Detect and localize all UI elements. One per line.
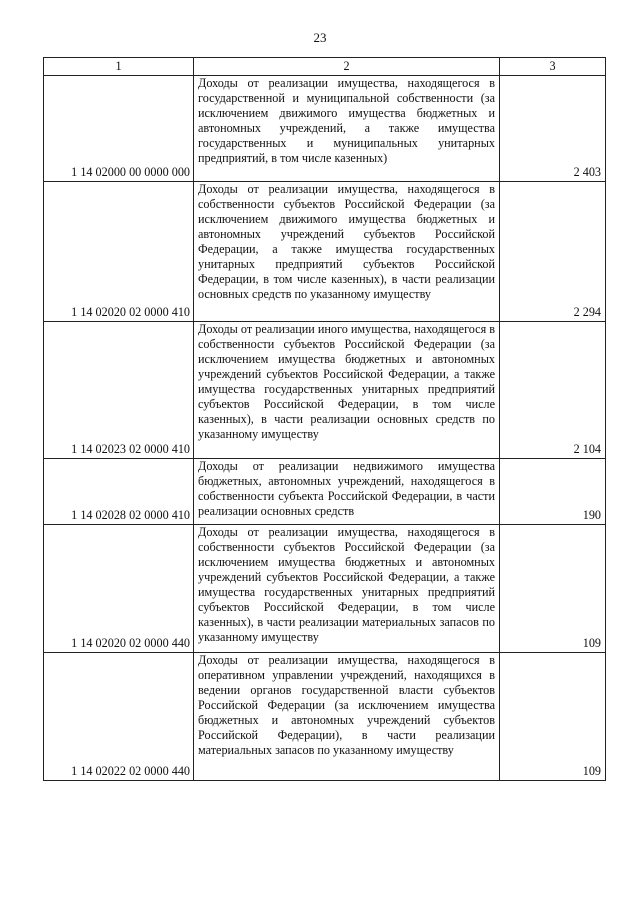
- amount: 109: [500, 525, 606, 653]
- budget-code: 1 14 02023 02 0000 410: [44, 322, 194, 459]
- table-row: [44, 322, 606, 459]
- table-row: [44, 182, 606, 322]
- amount: 2 403: [500, 76, 606, 182]
- amount: 2 294: [500, 182, 606, 322]
- budget-code: 1 14 02000 00 0000 000: [44, 76, 194, 182]
- revenue-description: Доходы от реализации имущества, находящегося в собственности субъектов Российской Федерации (за исключением имущества бюджетных и автономных учреждений субъектов Российской Федерации, а также имущества государственных унитарных предприятий субъектов Российской Федерации, в том числе казенных), в части реализации материальных запасов по указанному имуществу: [194, 525, 500, 653]
- amount: 109: [500, 653, 606, 781]
- column-header-amount: 3: [500, 58, 606, 76]
- budget-code: 1 14 02020 02 0000 410: [44, 182, 194, 322]
- table-row: [44, 459, 606, 525]
- revenue-description: Доходы от реализации недвижимого имущества бюджетных, автономных учреждений, находящегося в собственности субъекта Российской Федерации, в части реализации основных средств: [194, 459, 500, 525]
- budget-code: 1 14 02028 02 0000 410: [44, 459, 194, 525]
- revenue-description: Доходы от реализации иного имущества, находящегося в собственности субъектов Российской Федерации (за исключением имущества бюджетных и автономных учреждений субъектов Российской Федерации, а также имущества государственных унитарных предприятий субъектов Российской Федерации, в том числе казенных), в части реализации основных средств по указанному имуществу: [194, 322, 500, 459]
- page-number: 23: [313, 30, 327, 45]
- amount: 2 104: [500, 322, 606, 459]
- table-row: [44, 76, 606, 182]
- revenue-description: Доходы от реализации имущества, находящегося в государственной и муниципальной собственности (за исключением движимого имущества бюджетных и автономных учреждений, а также имущества государственных и муниципальных унитарных предприятий, в том числе казенных): [194, 76, 500, 182]
- amount: 190: [500, 459, 606, 525]
- table-row: [44, 653, 606, 781]
- table-row: [44, 525, 606, 653]
- column-header-code: 1: [44, 58, 194, 76]
- revenue-description: Доходы от реализации имущества, находящегося в оперативном управлении учреждений, находящихся в ведении органов государственной власти субъектов Российской Федерации (за исключением имущества бюджетных и автономных учреждений субъектов Российской Федерации), в части реализации материальных запасов по указанному имуществу: [194, 653, 500, 781]
- budget-code: 1 14 02022 02 0000 440: [44, 653, 194, 781]
- column-header-description: 2: [194, 58, 500, 76]
- revenue-table: [43, 57, 606, 781]
- revenue-description: Доходы от реализации имущества, находящегося в собственности субъектов Российской Федерации (за исключением движимого имущества бюджетных и автономных учреждений субъектов Российской Федерации, а также имущества государственных унитарных предприятий субъектов Российской Федерации, в том числе казенных), в части реализации основных средств по указанному имуществу: [194, 182, 500, 322]
- table-header-row: [44, 58, 606, 76]
- budget-code: 1 14 02020 02 0000 440: [44, 525, 194, 653]
